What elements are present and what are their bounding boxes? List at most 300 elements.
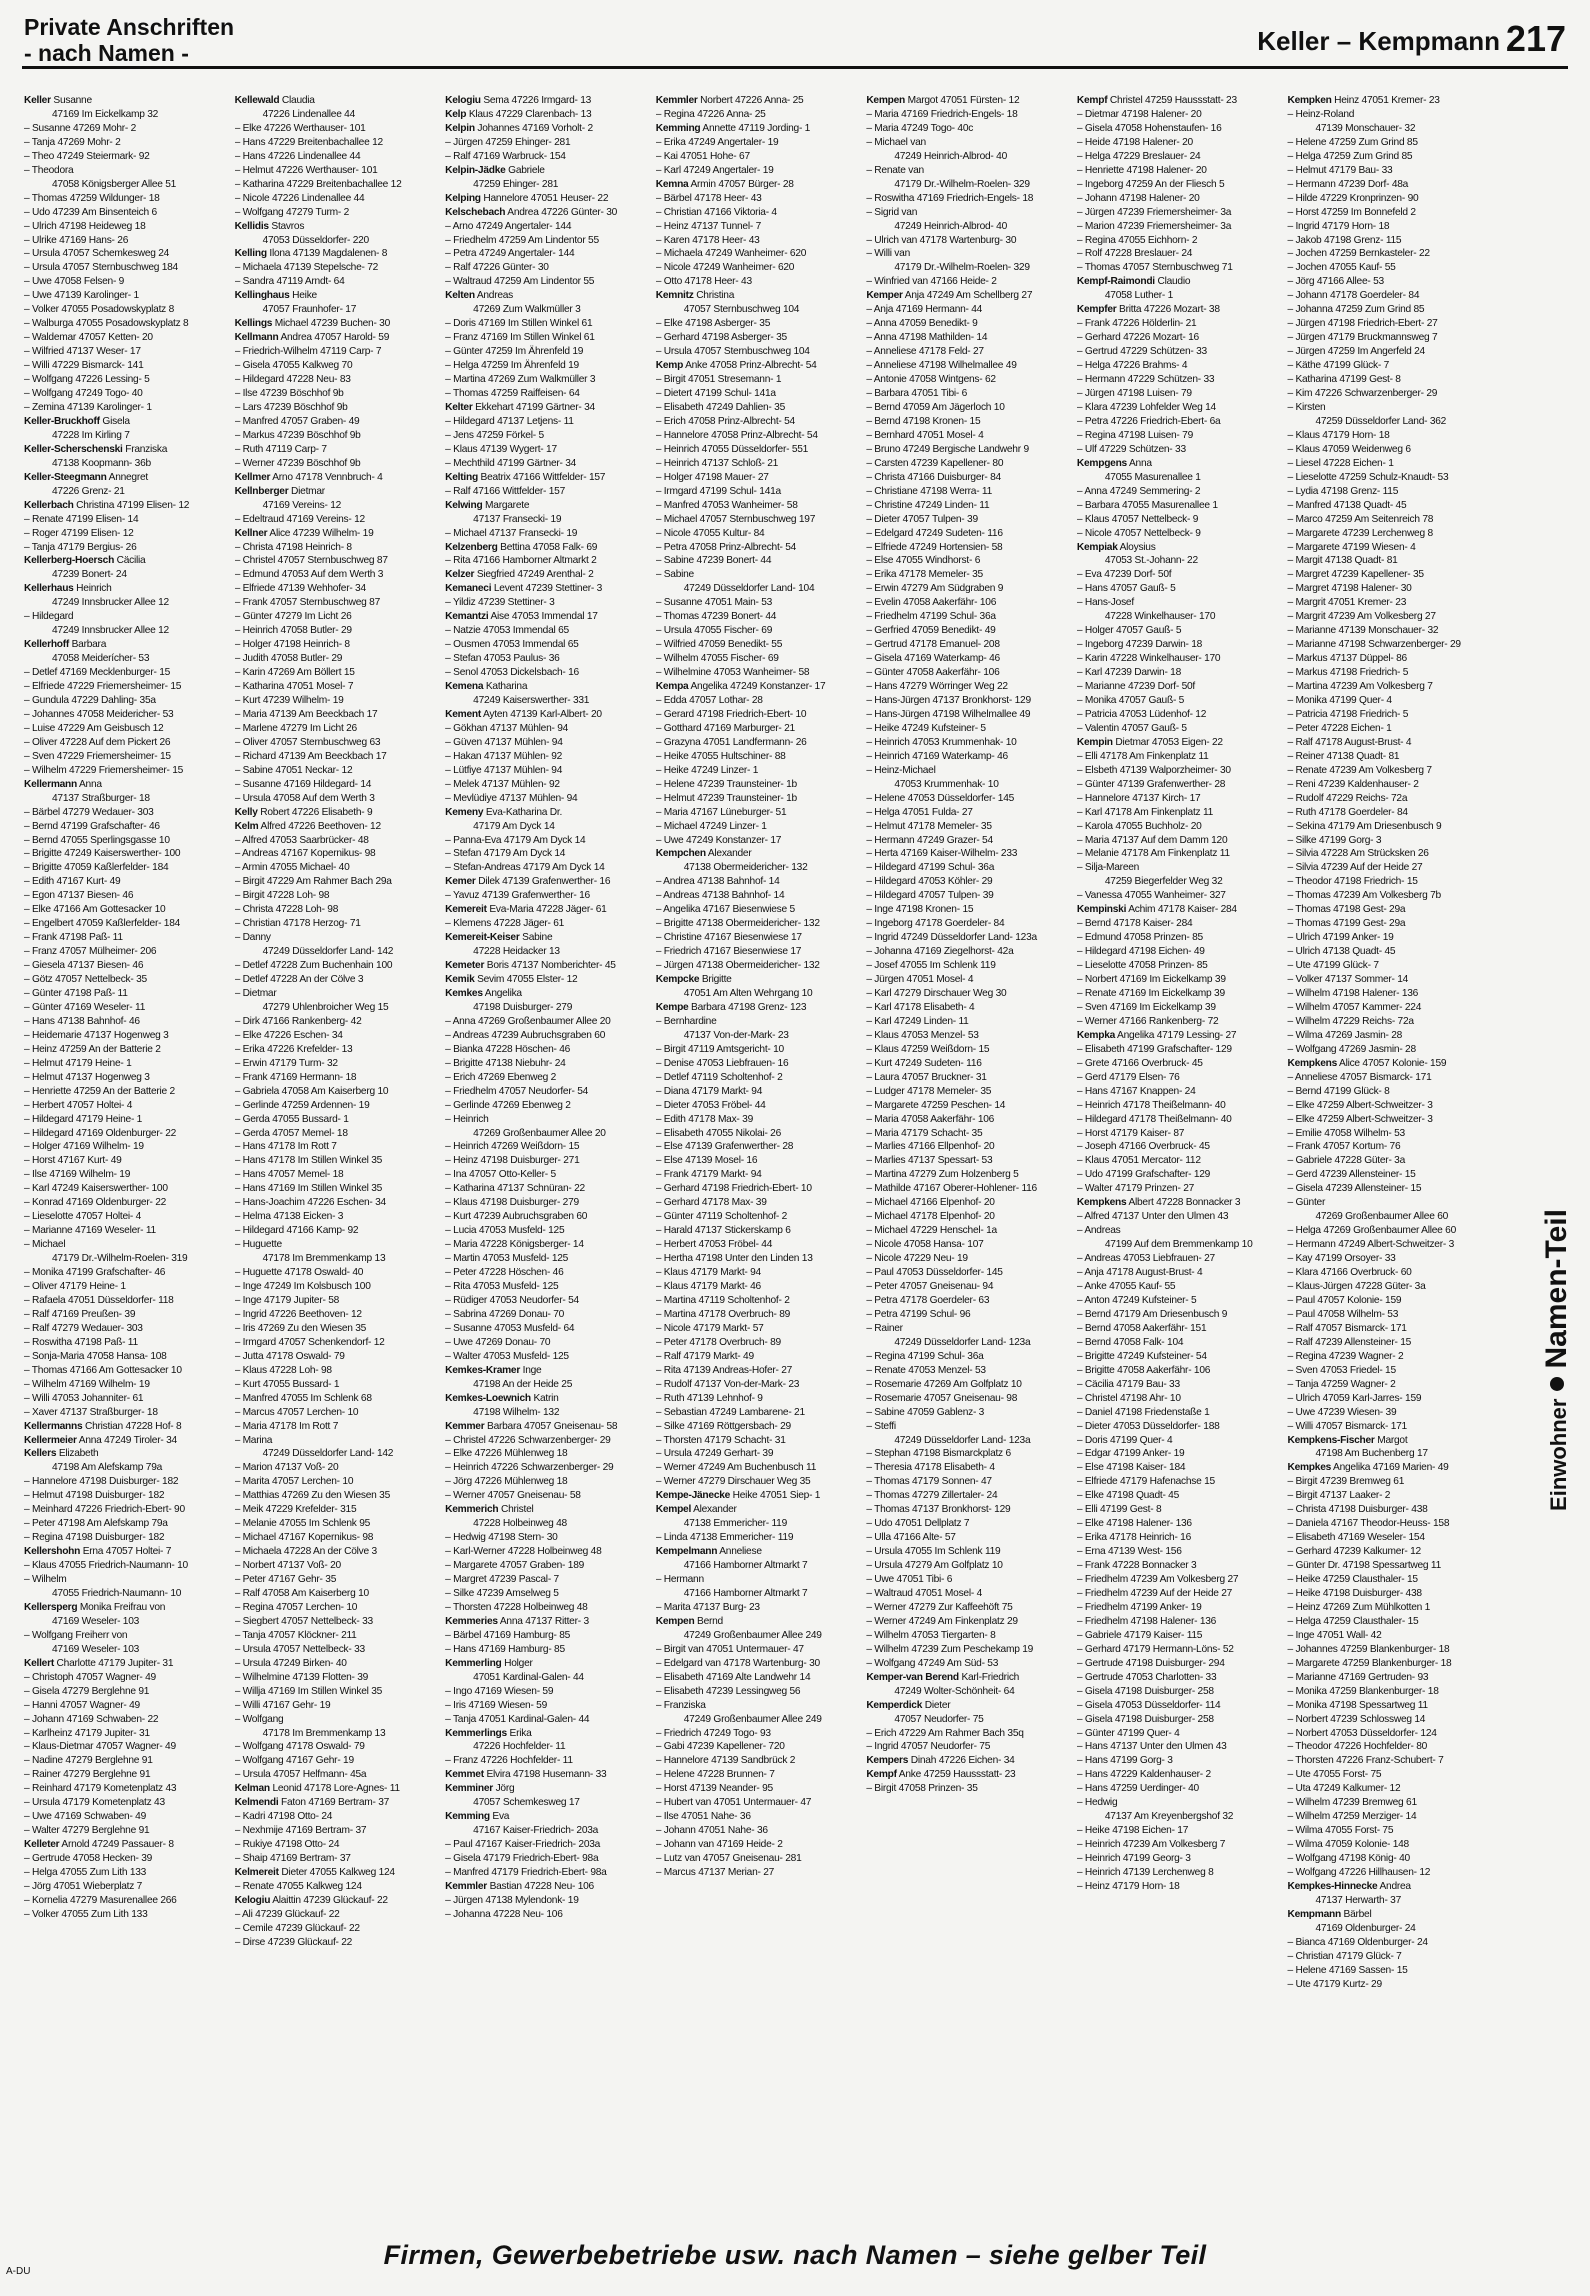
directory-entry: – Ursula 47057 Sternbuschweg 104: [655, 346, 810, 358]
directory-entry: 47249 Düsseldorfer Land- 142: [262, 946, 394, 958]
directory-entry: – Paul 47057 Kolonie- 159: [1287, 1294, 1402, 1306]
directory-entry: – Götz 47057 Nettelbeck- 35: [24, 974, 147, 986]
directory-entry: [445, 1880, 648, 1894]
directory-entry: 47139 Monschauer- 32: [1315, 122, 1416, 134]
directory-entry: – Rukiye 47198 Otto- 24: [234, 1839, 340, 1851]
directory-entry: – Lieselotte 47057 Holtei- 4: [24, 1211, 142, 1223]
directory-entry: – Jörg 47226 Mühlenweg 18: [445, 1476, 568, 1488]
directory-entry: – Edelgard 47249 Sudeten- 116: [866, 527, 1003, 539]
directory-entry: [445, 94, 648, 108]
directory-entry: – Katharina 47137 Schnüran- 22: [445, 1183, 585, 1195]
directory-entry: – Günter 47119 Scholtenhof- 2: [655, 1211, 788, 1223]
directory-entry: [445, 973, 648, 987]
directory-entry: – Hakan 47137 Mühlen- 92: [445, 750, 563, 762]
directory-entry: – Werner 47279 Dirschauer Weg 35: [655, 1476, 811, 1488]
directory-entry: 47137 Von-der-Mark- 23: [683, 1029, 789, 1041]
entry-details: Claudia: [279, 95, 315, 106]
directory-entry: – Birgit 47229 Am Rahmer Bach 29a: [234, 876, 392, 888]
entry-details: Alice 47239 Wilhelm- 19: [267, 527, 374, 539]
directory-entry: [24, 471, 227, 485]
directory-entry: [445, 610, 648, 624]
directory-entry: – Martin 47053 Musfeld- 125: [445, 1253, 569, 1265]
section-side-tab: [1530, 1209, 1584, 1511]
directory-entry: – Michael 47167 Kopernikus- 98: [234, 1532, 374, 1544]
directory-entry: – Xaver 47137 Straßburger- 18: [24, 1406, 158, 1418]
directory-entry: – Irmgard 47199 Schul- 141a: [655, 485, 781, 497]
directory-entry: – Detlef 47119 Scholtenhof- 2: [655, 1071, 783, 1083]
directory-entry: – Wolfgang 47249 Togo- 40: [24, 388, 143, 400]
directory-entry: – Hildegard 47199 Schul- 36a: [866, 862, 995, 874]
surname-heading: Kemp: [655, 360, 684, 372]
directory-entry: [445, 806, 648, 820]
directory-entry: 47169 Weseler- 103: [52, 1643, 140, 1655]
surname-heading: Kempin: [1076, 736, 1113, 748]
directory-entry: – Silja-Mareen: [1076, 862, 1140, 874]
directory-entry: [656, 94, 859, 108]
directory-entry: – Ralf 47179 Markt- 49: [655, 1350, 754, 1362]
directory-entry: – Willi van: [866, 248, 910, 260]
directory-entry: – Edmund 47053 Auf dem Werth 3: [234, 569, 384, 581]
directory-entry: – Ursula 47057 Sternbuschweg 184: [24, 262, 178, 274]
directory-entry: – Oliver 47228 Auf dem Pickert 26: [24, 736, 171, 748]
surname-heading: Kellert: [24, 1657, 54, 1669]
directory-entry: – Doris 47169 Im Stillen Winkel 61: [445, 318, 593, 330]
entry-details: Dietmar 47053 Eigen- 22: [1112, 736, 1223, 748]
directory-entry: – Hannelore 47198 Duisburger- 182: [24, 1476, 179, 1488]
directory-entry: – Käthe 47199 Glück- 7: [1287, 360, 1390, 372]
directory-entry: – Iris 47269 Zu den Wiesen 35: [234, 1322, 367, 1334]
surname-heading: Kellerbach: [24, 499, 74, 511]
surname-heading: Kemeter: [445, 960, 485, 972]
directory-entry: 47179 Dr.-Wilhelm-Roelen- 319: [52, 1253, 188, 1265]
directory-entry: – Marianne 47169 Weseler- 11: [24, 1225, 156, 1237]
entry-details: Christina: [693, 290, 735, 302]
directory-entry: – Peter 47167 Gehr- 35: [234, 1574, 337, 1586]
directory-entry: – Gisela 47198 Duisburger- 258: [1076, 1685, 1214, 1697]
directory-entry: – Ursula 47057 Helfmann- 45a: [234, 1769, 367, 1781]
directory-entry: – Wilhelm 47239 Zum Peschekamp 19: [866, 1643, 1034, 1655]
directory-entry: – Heike 47055 Hultschiner- 88: [655, 750, 786, 762]
entry-details: Bastian 47228 Neu- 106: [487, 1881, 594, 1892]
directory-entry: – Margarete 47057 Graben- 189: [445, 1560, 585, 1572]
directory-entry: – Rosemarie 47269 Am Golfplatz 10: [866, 1378, 1022, 1390]
directory-entry: – Nadine 47279 Berglehne 91: [24, 1755, 153, 1767]
surname-heading: Kempmann: [1287, 1908, 1341, 1920]
directory-entry: – Karin 47269 Am Böllert 15: [234, 667, 355, 679]
directory-entry: – Paul 47058 Wilhelm- 53: [1287, 1308, 1399, 1320]
directory-entry: – Tanja 47179 Bergius- 26: [24, 541, 137, 553]
directory-entry: – Volker 47137 Sommer- 14: [1287, 974, 1409, 986]
page-number: 217: [1505, 18, 1566, 59]
directory-entry: – Margrit 47239 Am Volkesberg 27: [1287, 611, 1436, 623]
directory-entry: [866, 94, 1069, 108]
directory-entry: – Wolfgang 47198 König- 40: [1287, 1853, 1410, 1865]
directory-entry: 47169 Vereins- 12: [262, 499, 342, 511]
directory-entry: – Ralf 47178 August-Brust- 4: [1287, 736, 1412, 748]
entry-details: Michael 47239 Buchen- 30: [272, 318, 390, 330]
directory-column-3: [445, 94, 648, 2220]
directory-entry: – Helmut 47137 Hogenweg 3: [24, 1071, 150, 1083]
directory-entry: – Heike 47259 Clausthaler- 15: [1287, 1574, 1418, 1586]
directory-entry: – Frank 47228 Bonnacker 3: [1076, 1560, 1197, 1572]
surname-heading: Kempers: [866, 1755, 909, 1767]
directory-entry: – Heinrich 47055 Düsseldorfer- 551: [655, 443, 809, 455]
surname-heading: Kempgens: [1076, 457, 1127, 469]
directory-entry: – Manfred 47053 Wanheimer- 58: [655, 499, 798, 511]
directory-entry: – Michael 47249 Linzer- 1: [655, 820, 767, 832]
entry-details: Annegret: [106, 471, 148, 483]
surname-heading: Kellerberg-Hoersch: [24, 555, 115, 567]
directory-entry: – Gisela 47058 Hohenstaufen- 16: [1076, 122, 1222, 134]
directory-entry: – Bruno 47249 Bergische Landwehr 9: [866, 443, 1029, 455]
entry-details: Heinz 47051 Kremer- 23: [1331, 95, 1440, 106]
directory-entry: – Klaus 47228 Loh- 98: [234, 1364, 332, 1376]
directory-entry: 47178 Im Bremmenkamp 13: [262, 1253, 386, 1265]
entry-details: Heinrich: [73, 583, 112, 595]
directory-entry: – Willi 47229 Bismarck- 141: [24, 360, 144, 372]
directory-entry: 47138 Koopmann- 36b: [52, 457, 151, 469]
entry-details: Andrea: [1377, 1881, 1411, 1892]
directory-entry: [1287, 1461, 1490, 1475]
directory-entry: – Margret 47198 Halener- 30: [1287, 583, 1412, 595]
directory-entry: – Günter 47199 Quer- 4: [1076, 1727, 1180, 1739]
directory-entry: – Horst 47167 Kurt- 49: [24, 1155, 122, 1167]
directory-entry: – Hans 47178 Im Rott 7: [234, 1141, 337, 1153]
directory-entry: – Margit 47138 Quadt- 81: [1287, 555, 1398, 567]
directory-entry: – Peter 47057 Gneisenau- 94: [866, 1281, 994, 1293]
directory-entry: – Erika 47226 Krefelder- 13: [234, 1043, 353, 1055]
directory-entry: – Erna 47139 West- 156: [1076, 1546, 1182, 1558]
directory-entry: – Heike 47198 Eichen- 17: [1076, 1825, 1189, 1837]
directory-entry: – Brigitte 47138 Obermeidericher- 132: [655, 918, 820, 930]
directory-entry: – Elke 47259 Albert-Schweitzer- 3: [1287, 1113, 1433, 1125]
entry-details: Erna 47057 Holtei- 7: [80, 1546, 172, 1558]
directory-entry: – Friedhelm 47259 Am Lindentor 55: [445, 234, 599, 246]
directory-entry: – Horst 47259 Im Bonnefeld 2: [1287, 206, 1416, 218]
directory-entry: – Andreas: [1076, 1225, 1121, 1237]
directory-entry: – Egon 47137 Biesen- 46: [24, 890, 134, 902]
directory-entry: – Rita 47166 Hamborner Altmarkt 2: [445, 555, 597, 567]
directory-entry: – Maria 47249 Togo- 40c: [866, 122, 974, 134]
directory-entry: – Wilhelm 47229 Reichs- 72a: [1287, 1015, 1414, 1027]
entry-details: Ilona 47139 Magdalenen- 8: [266, 248, 388, 260]
entry-details: Katrin: [530, 1392, 559, 1404]
directory-entry: – Elke 47166 Am Gottesacker 10: [24, 904, 166, 916]
directory-entry: – Ulrich van 47178 Wartenburg- 30: [866, 234, 1017, 246]
directory-entry: [445, 1392, 648, 1406]
directory-entry: [656, 1001, 859, 1015]
surname-heading: Kemereit-Keiser: [445, 932, 520, 944]
directory-column-2: [235, 94, 438, 2220]
directory-entry: – Meinhard 47226 Friedrich-Ebert- 90: [24, 1504, 185, 1516]
surname-heading: Kempelmann: [655, 1546, 718, 1558]
directory-entry: – Heide 47198 Halener- 20: [1076, 136, 1193, 148]
directory-entry: – Wilhelm 47169 Wilhelm- 19: [24, 1378, 150, 1390]
directory-entry: – Sandra 47119 Arndt- 64: [234, 276, 345, 288]
directory-entry: – Bernd 47058 Aakerfähr- 151: [1076, 1322, 1207, 1334]
entry-details: Anja 47249 Am Schellberg 27: [902, 290, 1033, 302]
directory-entry: [445, 1782, 648, 1796]
surname-heading: Kemnitz: [655, 290, 694, 302]
entry-details: Anke 47259 Haussstatt- 23: [896, 1769, 1016, 1781]
directory-entry: – Else 47139 Grafenwerther- 28: [655, 1141, 794, 1153]
directory-entry: – Helga 47259 Im Ährenfeld 19: [445, 360, 579, 372]
directory-entry: – Brigitte 47059 Kaßlerfelder- 184: [24, 862, 169, 874]
entry-details: Angelika 47169 Marien- 49: [1331, 1462, 1449, 1474]
directory-entry: – Susanne 47051 Main- 53: [655, 597, 773, 609]
directory-entry: – Gertrud 47178 Emanuel- 208: [866, 639, 1000, 651]
directory-entry: – Elke 47259 Albert-Schweitzer- 3: [1287, 1099, 1433, 1111]
directory-entry: – Hildegard 47166 Kamp- 92: [234, 1225, 359, 1237]
directory-entry: – Edelgard van 47178 Wartenburg- 30: [655, 1657, 820, 1669]
directory-entry: – Monika 47198 Spessartweg 11: [1287, 1699, 1428, 1711]
directory-entry: – Ina 47057 Otto-Keller- 5: [445, 1169, 556, 1181]
directory-entry: – Johanna 47169 Ziegelhorst- 42a: [866, 946, 1014, 958]
directory-entry: – Anneliese 47198 Wilhelmallee 49: [866, 360, 1017, 372]
surname-heading: Kellner: [234, 527, 268, 539]
surname-heading: Keller-Bruckhoff: [24, 415, 100, 427]
directory-entry: – Markus 47198 Friedrich- 5: [1287, 667, 1409, 679]
directory-entry: – Barbara 47055 Masurenallee 1: [1076, 499, 1218, 511]
directory-entry: – Heike 47198 Duisburger- 438: [1287, 1587, 1422, 1599]
directory-entry: – Kurt 47249 Sudeten- 116: [866, 1057, 982, 1069]
directory-entry: – Heinrich 47169 Waterkamp- 46: [866, 750, 1008, 762]
directory-entry: – Heinz 47137 Tunnel- 7: [655, 220, 761, 232]
directory-entry: – Walter 47179 Prinzen- 27: [1076, 1183, 1195, 1195]
directory-entry: – Heinz 47198 Duisburger- 271: [445, 1155, 580, 1167]
entry-details: Barbara 47198 Grenz- 123: [688, 1001, 807, 1013]
directory-entry: [445, 680, 648, 694]
directory-entry: – Jürgen 47051 Mosel- 4: [866, 974, 974, 986]
directory-entry: [24, 1420, 227, 1434]
directory-entry: – Dieter 47053 Fröbel- 44: [655, 1099, 766, 1111]
directory-entry: – Hermann 47249 Grazer- 54: [866, 834, 993, 846]
entry-details: Margot 47051 Fürsten- 12: [905, 95, 1020, 106]
entry-details: Christian 47228 Hof- 8: [82, 1420, 182, 1432]
directory-entry: – Erich 47269 Ebenweg 2: [445, 1071, 557, 1083]
entry-details: Faton 47169 Bertram- 37: [278, 1797, 390, 1809]
entry-details: Dilek 47139 Grafenwerther- 16: [475, 876, 611, 888]
directory-entry: – Detlef 47169 Mecklenburger- 15: [24, 667, 171, 679]
directory-entry: – Ralf 47279 Wedauer- 303: [24, 1322, 143, 1334]
entry-details: Sabine: [519, 932, 553, 944]
surname-heading: Kempf: [866, 1769, 897, 1781]
directory-entry: – Gabriele 47179 Kaiser- 115: [1076, 1629, 1203, 1641]
directory-entry: [1287, 94, 1490, 108]
directory-entry: [445, 1364, 648, 1378]
directory-entry: – Herbert 47053 Fröbel- 44: [655, 1239, 773, 1251]
directory-column-7: [1287, 94, 1490, 2220]
directory-entry: – Meik 47229 Krefelder- 315: [234, 1504, 357, 1516]
entry-details: Alice 47057 Kolonie- 159: [1337, 1057, 1447, 1069]
directory-entry: – Birgit 47051 Stresemann- 1: [655, 374, 782, 386]
directory-entry: – Markus 47137 Düppel- 86: [1287, 653, 1407, 665]
directory-entry: – Waldemar 47057 Ketten- 20: [24, 332, 153, 344]
entry-details: Sevim 47055 Elster- 12: [474, 974, 578, 986]
directory-entry: – Petra 47226 Friedrich-Ebert- 6a: [1076, 415, 1221, 427]
directory-entry: [445, 582, 648, 596]
directory-entry: – Michael 47166 Elpenhof- 20: [866, 1197, 995, 1209]
surname-heading: Kemeny: [445, 806, 484, 818]
directory-entry: 47053 St.-Johann- 22: [1104, 555, 1198, 567]
directory-entry: – Helga 47051 Fulda- 27: [866, 806, 973, 818]
entry-details: Angelika: [482, 988, 522, 999]
directory-entry: – Helga 47226 Brahms- 4: [1076, 360, 1188, 372]
directory-entry: – Wilhelm: [24, 1574, 67, 1586]
directory-entry: [656, 289, 859, 303]
directory-entry: – Willi 47167 Gehr- 19: [234, 1699, 331, 1711]
entry-details: Levent 47239 Stettiner- 3: [491, 583, 603, 595]
directory-entry: [656, 122, 859, 136]
directory-entry: – Helene 47053 Düsseldorfer- 145: [866, 792, 1015, 804]
directory-entry: [445, 192, 648, 206]
entry-details: Inge: [520, 1364, 542, 1376]
directory-entry: – Wolfgang 47167 Gehr- 19: [234, 1755, 354, 1767]
directory-entry: – Michael 47057 Sternbuschweg 197: [655, 513, 816, 525]
directory-entry: – Dieter 47057 Tulpen- 39: [866, 513, 978, 525]
directory-entry: – Reiner 47138 Quadt- 81: [1287, 750, 1400, 762]
directory-entry: – Johann 47198 Halener- 20: [1076, 192, 1200, 204]
directory-entry: – Lütfiye 47137 Mühlen- 94: [445, 764, 563, 776]
directory-entry: – Thomas 47198 Gest- 29a: [1287, 904, 1406, 916]
directory-entry: – Theodor 47226 Hochfelder- 80: [1287, 1741, 1428, 1753]
entry-details: Bärbel: [1340, 1908, 1372, 1920]
directory-entry: – Friedrich 47249 Togo- 93: [655, 1727, 771, 1739]
directory-entry: – Stephan 47198 Bismarckplatz 6: [866, 1448, 1011, 1460]
directory-entry: – Ralf 47169 Preußen- 39: [24, 1308, 136, 1320]
entry-details: Arno 47178 Vennbruch- 4: [270, 471, 383, 483]
directory-entry: – Ingrid 47249 Düsseldorfer Land- 123a: [866, 932, 1037, 944]
directory-entry: – Norbert 47169 Im Eickelkamp 39: [1076, 974, 1226, 986]
directory-entry: – Wilfried 47137 Weser- 17: [24, 346, 141, 358]
surname-heading: Kellermeier: [24, 1434, 77, 1446]
directory-entry: – Ingrid 47179 Horn- 18: [1287, 220, 1390, 232]
directory-entry: – Liesel 47228 Eichen- 1: [1287, 457, 1394, 469]
directory-entry: – Sabrina 47269 Donau- 70: [445, 1308, 565, 1320]
entry-details: Anna 47249 Tiroler- 34: [76, 1434, 177, 1446]
directory-entry: – Bernd 47198 Kronen- 15: [866, 415, 981, 427]
directory-entry: 47053 Krummenhak- 10: [894, 778, 999, 790]
directory-entry: – Volker 47055 Posadowskyplatz 8: [24, 304, 175, 316]
directory-entry: – Engelbert 47059 Kaßlerfelder- 184: [24, 918, 181, 930]
directory-column-4: [656, 94, 859, 2220]
entry-details: Christina 47199 Elisen- 12: [73, 499, 190, 511]
directory-entry: – Bianka 47228 Höschen- 46: [445, 1043, 571, 1055]
entry-details: Angelika 47249 Konstanzer- 17: [688, 681, 826, 693]
directory-entry: – Hans 47279 Wörringer Weg 22: [866, 681, 1008, 693]
directory-entry: – Marion 47239 Friemersheimer- 3a: [1076, 220, 1232, 232]
directory-entry: – Andreas 47053 Liebfrauen- 27: [1076, 1253, 1215, 1265]
directory-entry: – Matthias 47269 Zu den Wiesen 35: [234, 1490, 390, 1502]
directory-entry: – Ulla 47166 Alte- 57: [866, 1532, 956, 1544]
directory-entry: – Wilhelm 47259 Merziger- 14: [1287, 1811, 1417, 1823]
directory-entry: [445, 1503, 648, 1517]
directory-entry: – Andreas 47138 Bahnhof- 14: [655, 890, 785, 902]
directory-entry: – Silke 47199 Gorg- 3: [1287, 834, 1382, 846]
directory-entry: – Hubert van 47051 Untermauer- 47: [655, 1797, 812, 1809]
directory-entry: – Jürgen 47259 Ehinger- 281: [445, 136, 571, 148]
directory-entry: – Anneliese 47178 Feld- 27: [866, 346, 984, 358]
directory-entry: – Jochen 47055 Kauf- 55: [1287, 262, 1396, 274]
directory-entry: 47169 Oldenburger- 24: [1315, 1922, 1416, 1934]
directory-entry: 47226 Grenz- 21: [52, 485, 125, 497]
directory-entry: – Klara 47239 Lohfelder Weg 14: [1076, 401, 1216, 413]
directory-entry: – Cemile 47239 Glückauf- 22: [234, 1922, 360, 1934]
directory-entry: – Ute 47199 Glück- 7: [1287, 960, 1379, 972]
directory-entry: – Brigitte 47249 Kufsteiner- 54: [1076, 1350, 1207, 1362]
surname-heading: Kempf-Raimondi: [1076, 276, 1155, 288]
directory-entry: – Heinz 47269 Zum Mühlkotten 1: [1287, 1601, 1431, 1613]
surname-heading: Kempen: [655, 1615, 695, 1627]
header-rule: [22, 66, 1568, 69]
directory-entry: – Karl 47239 Darwin- 18: [1076, 667, 1181, 679]
directory-entry: – Gisela 47055 Kalkweg 70: [234, 360, 353, 372]
directory-entry: – Paul 47053 Düsseldorfer- 145: [866, 1267, 1003, 1279]
directory-entry: – Christa 47198 Duisburger- 438: [1287, 1504, 1428, 1516]
surname-heading: Kempa: [655, 681, 689, 693]
directory-entry: – Michaela 47228 An der Cölve 3: [234, 1546, 377, 1558]
directory-entry: 47055 Masurenallee 1: [1104, 471, 1201, 483]
directory-entry: [656, 1503, 859, 1517]
directory-entry: – Henriette 47198 Halener- 20: [1076, 164, 1207, 176]
directory-entry: – Udo 47199 Grafschafter- 129: [1076, 1169, 1211, 1181]
surname-heading: Kemer: [445, 876, 476, 888]
directory-entry: [1077, 457, 1280, 471]
directory-entry: – Melanie 47055 Im Schlenk 95: [234, 1518, 371, 1530]
directory-entry: [235, 289, 438, 303]
directory-entry: – Marianne 47239 Dorf- 50f: [1076, 681, 1195, 693]
directory-entry: – Ulrich 47059 Karl-Jarres- 159: [1287, 1392, 1422, 1404]
directory-entry: 47228 Im Kirling 7: [52, 429, 130, 441]
directory-entry: 47137 Am Kreyenbergshof 32: [1104, 1811, 1234, 1823]
surname-heading: Kellinghaus: [234, 290, 290, 302]
directory-entry: – Friedhelm 47239 Auf der Heide 27: [1076, 1587, 1233, 1599]
directory-entry: – Franz 47169 Im Stillen Winkel 61: [445, 332, 595, 344]
directory-entry: – Ursula 47279 Am Golfplatz 10: [866, 1560, 1003, 1572]
directory-entry: 47249 Kaiserswerther- 331: [473, 694, 590, 706]
directory-entry: – Frank 47057 Kortum- 76: [1287, 1141, 1401, 1153]
directory-entry: – Vanessa 47055 Wanheimer- 327: [1076, 890, 1226, 902]
directory-entry: – Ali 47239 Glückauf- 22: [234, 1908, 340, 1920]
directory-entry: – Christa 47166 Duisburger- 84: [866, 471, 1001, 483]
surname-heading: Kellermann: [24, 778, 77, 790]
directory-entry: – Tanja 47269 Mohr- 2: [24, 136, 121, 148]
entry-details: Jörg: [492, 1783, 515, 1795]
directory-entry: – Willi 47053 Johanniter- 61: [24, 1392, 144, 1404]
entry-details: Cäcilia: [114, 555, 146, 567]
directory-entry: – Hans 47167 Knappen- 24: [1076, 1085, 1196, 1097]
directory-entry: [445, 206, 648, 220]
directory-entry: [445, 499, 648, 513]
directory-entry: – Hans 47169 Hamburg- 85: [445, 1643, 565, 1655]
directory-entry: – Else 47139 Mosel- 16: [655, 1155, 758, 1167]
directory-entry: – Günter: [1287, 1197, 1326, 1209]
directory-entry: – Gerhard 47226 Mozart- 16: [1076, 332, 1199, 344]
directory-entry: [235, 220, 438, 234]
directory-entry: – Ralf 47239 Allensteiner- 15: [1287, 1336, 1412, 1348]
directory-entry: 47058 Luther- 1: [1104, 290, 1174, 302]
directory-entry: – Christel 47226 Schwarzenberger- 29: [445, 1434, 611, 1446]
directory-entry: – Huguette 47178 Oswald- 40: [234, 1267, 364, 1279]
directory-entry: – Theo 47249 Steiermark- 92: [24, 150, 150, 162]
directory-entry: – Christel 47057 Sternbuschweg 87: [234, 555, 388, 567]
entry-details: Dietmar: [288, 485, 325, 497]
directory-entry: [24, 1434, 227, 1448]
directory-entry: [656, 178, 859, 192]
directory-entry: – Gabriela 47058 Am Kaiserberg 10: [234, 1085, 389, 1097]
directory-entry: – Winfried van 47166 Heide- 2: [866, 276, 997, 288]
directory-entry: – Helmut 47226 Werthauser- 101: [234, 164, 378, 176]
